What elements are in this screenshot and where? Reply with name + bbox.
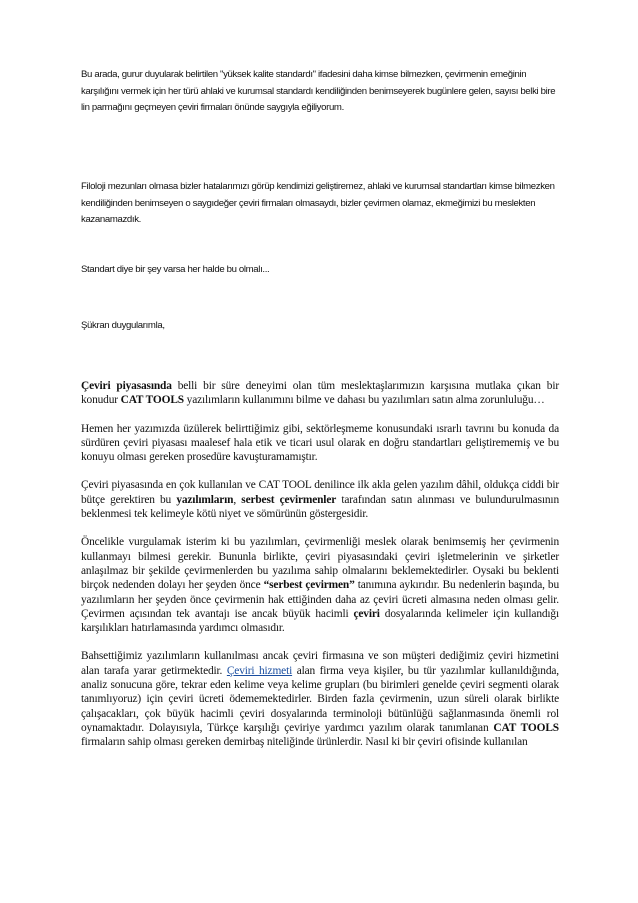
bold-text: serbest çevirmenler (241, 493, 337, 506)
bold-text: “serbest çevirmen” (263, 579, 355, 592)
paragraph-butce: Çeviri piyasasında en çok kullanılan ve CAT TOOL denilince ilk akla gelen yazılım dâhil, oldukça ciddi bir bütçe gerektiren bu yazılımların, serbest çevirmenler tarafından satın alınması ve bulundurulmasının beklenmesi tek kelimeyle kötü niyet ve sömürünün göstergesidir. (81, 479, 559, 521)
bold-text: CAT TOOLS (120, 394, 184, 407)
paragraph-standart: Standart diye bir şey varsa her halde bu olmalı... (81, 264, 270, 275)
paragraph-filoloji: Filoloji mezunları olmasa bizler hatalarımızı görüp kendimizi geliştiremez, ahlaki ve kurumsal standartları kimse bilmezken kendiliğinden benimseyen o saygıdeğer çeviri firmaları olmasaydı, bizler çevirmen olamaz, ekmeğimizi bu meslekten kazanamazdık. (81, 181, 555, 225)
paragraph-cat-tools-intro: Çeviri piyasasında belli bir süre deneyimi olan tüm meslektaşlarımızın karşısına mutlaka çıkan bir konudur CAT TOOLS yazılımların kullanımını bilme ve dahası bu yazılımları satın alma zorunluluğu… (81, 380, 559, 407)
bold-text: CAT TOOLS (493, 721, 559, 734)
paragraph-oncelikle: Öncelikle vurgulamak isterim ki bu yazılımları, çevirmenliği meslek olarak benimsemiş her çevirmenin kullanmayı bilmesi gerekir. Bununla birlikte, çeviri piyasasındaki çeviri işletmelerinin ve şirketler anlaşılmaz bir şekilde çevirmenlerden bu yazılıma sahip olmalarını beklemektedirler. Oysaki bu beklenti birçok nedenden dolayı her şeyden önce “serbest çevirmen” tanımına aykırıdır. Bu nedenlerin başında, bu yazılımların her şeyden önce çevirmenin hak ettiğinden daha az çeviri ücreti almasına neden olması gelir. Çevirmen açısından tek avantajı ise ancak büyük hacimli çeviri dosyalarında kelimeler için kullandığı karşılıkları hatırlamasında yardımcı olmasıdır. (81, 536, 559, 635)
paragraph-bahsettigimiz: Bahsettiğimiz yazılımların kullanılması ancak çeviri firmasına ve son müşteri dediğimiz çeviri hizmetini alan tarafa yarar getirmektedir. Çeviri hizmeti alan firma veya kişiler, bu tür yazılımlar kullanıldığında, analiz sonucuna göre, tekrar eden kelime veya kelime grupları (bu birimleri genelde çeviri segmenti olarak tanımlıyoruz) için çeviri ücreti ödememektedirler. Birden fazla çevirmenin, uzun süreli olarak birlikte çalışacakları, çok büyük hacimli çeviri dosyalarında terminoloji bütünlüğü sağlanmasında önemli rol oynamaktadır. Dolayısıyla, Türkçe karşılığı çeviriye yardımcı yazılım olarak tanımlanan CAT TOOLS firmaların sahip olması gereken demirbaş niteliğinde ürünlerdir. Nasıl ki bir çeviri ofisinde kullanılan (81, 650, 559, 749)
paragraph-gurur: Bu arada, gurur duyularak belirtilen "yüksek kalite standardı" ifadesini daha kimse bilmezken, çevirmenin emeğinin karşılığını vermek için her türü ahlaki ve kurumsal standardı kendiliğinden benimseyerek bugünlere gelen, sayısı belki bire lin parmağını geçmeyen çeviri firmaları önünde saygıyla eğiliyorum. (81, 69, 556, 113)
bold-text: çeviri (353, 607, 380, 620)
paragraph-sukran: Şükran duygularımla, (81, 320, 165, 331)
bold-text: yazılımların (176, 493, 234, 506)
ceviri-hizmeti-link[interactable]: Çeviri hizmeti (226, 664, 293, 677)
bold-text: Çeviri piyasasında (81, 380, 172, 392)
paragraph-sektorlesme: Hemen her yazımızda üzülerek belirttiğimiz gibi, sektörleşmeme konusundaki ısrarlı tavrını bu konuda da sürdüren çeviri piyasası maalesef hala etik ve ticari usul olarak en doğru standartları geliştirememiş ve bu konuyu olması gereken prosedüre kavuşturamamıştır. (81, 422, 559, 464)
article-body (81, 379, 559, 750)
